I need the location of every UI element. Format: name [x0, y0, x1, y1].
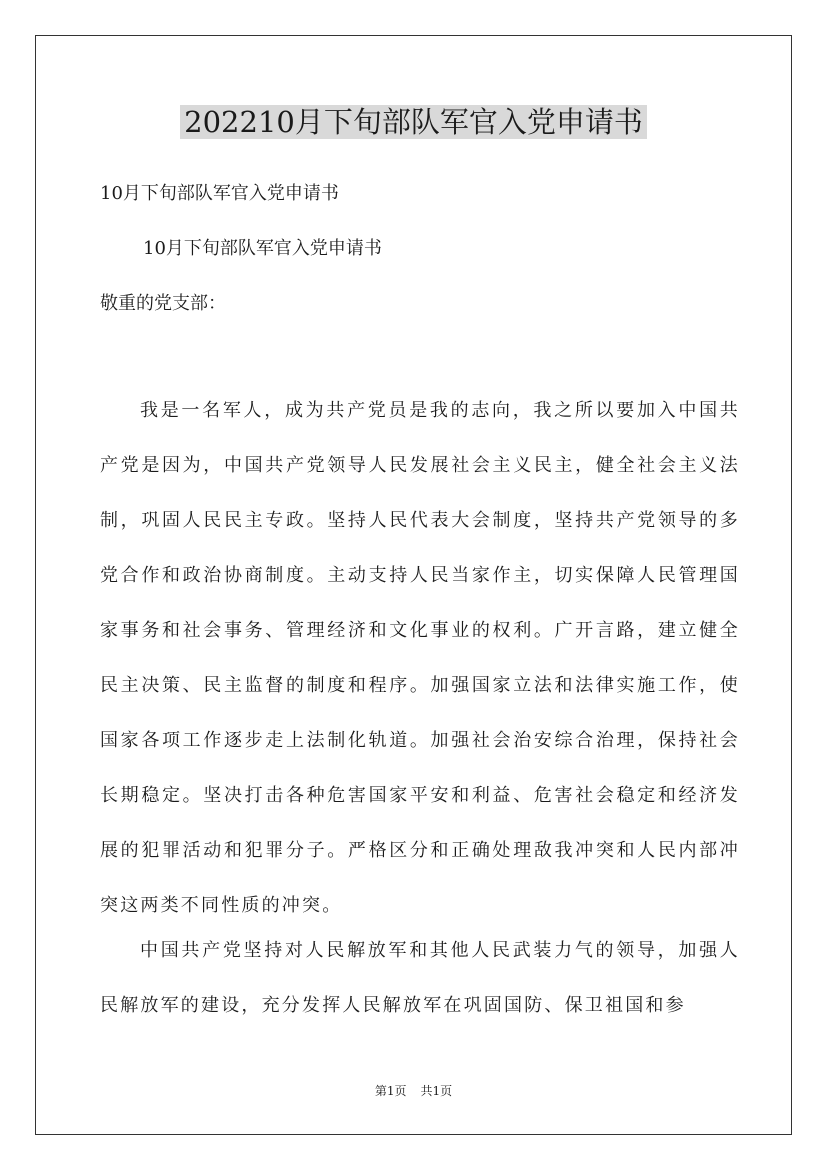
body-paragraph: 中国共产党坚持对人民解放军和其他人民武装力气的领导，加强人民解放军的建设，充分发挥人民解放军在巩固国防、保卫祖国和参	[100, 940, 740, 1016]
salutation: 敬重的党支部：	[100, 293, 226, 314]
document-subtitle-repeat: 10月下旬部队军官入党申请书	[143, 238, 382, 259]
document-subtitle: 10月下旬部队军官入党申请书	[100, 183, 339, 204]
document-title	[0, 100, 827, 144]
document-title-text: 202210月下旬部队军官入党申请书	[180, 105, 647, 139]
body-paragraph: 我是一名军人，成为共产党员是我的志向，我之所以要加入中国共产党是因为，中国共产党领导人民发展社会主义民主，健全社会主义法制，巩固人民民主专政。坚持人民代表大会制度，坚持共产党领导的多党合作和政治协商制度。主动支持人民当家作主，切实保障人民管理国家事务和社会事务、管理经济和文化事业的权利。广开言路，建立健全民主决策、民主监督的制度和程序。加强国家立法和法律实施工作，使国家各项工作逐步走上法制化轨道。加强社会治安综合治理，保持社会长期稳定。坚决打击各种危害国家平安和利益、危害社会稳定和经济发展的犯罪活动和犯罪分子。严格区分和正确处理敌我冲突和人民内部冲突这两类不同性质的冲突。	[100, 400, 740, 916]
page-number-current: 第1页	[374, 1084, 407, 1098]
page-number-total: 共1页	[420, 1084, 453, 1098]
page-footer	[0, 1083, 827, 1099]
